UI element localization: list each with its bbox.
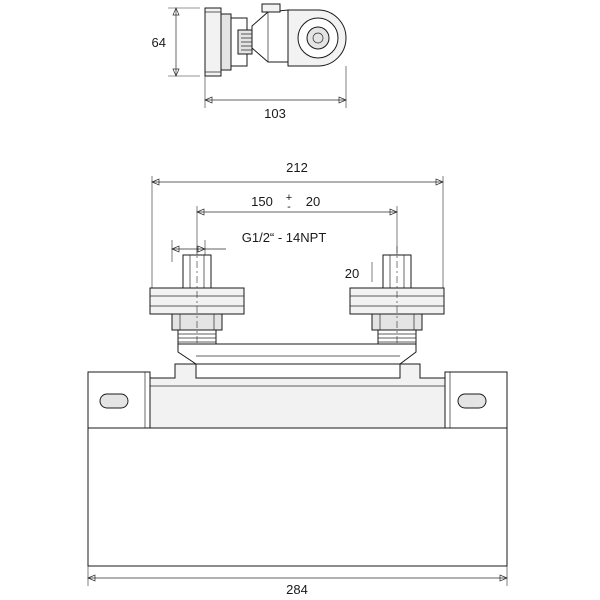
right-inlet-assembly [350, 246, 444, 360]
side-view-escutcheon [205, 8, 231, 76]
right-mounting-bracket [445, 372, 507, 428]
dimension-150 [197, 192, 397, 300]
dimension-150-label: 150 [251, 194, 273, 209]
front-view-group [88, 160, 507, 597]
side-view-group [152, 4, 346, 121]
dimension-284-label: 284 [286, 582, 308, 597]
dimension-103-label: 103 [264, 106, 286, 121]
side-view-handle-head [288, 10, 346, 66]
tolerance-minus-sign: - [287, 201, 291, 213]
side-view-top-tab [262, 4, 280, 12]
dimension-284 [88, 566, 507, 597]
dimension-64 [152, 8, 200, 76]
side-view-taper [252, 10, 288, 62]
tolerance-value-label: 20 [305, 194, 321, 209]
tolerance-plus-sign: + [285, 192, 293, 204]
dimension-20-label: 20 [344, 266, 360, 281]
thread-callout-label: G1/2“ - 14NPT [241, 230, 327, 245]
dimension-103 [205, 66, 346, 121]
mixer-upper-bridge [178, 344, 416, 364]
dimension-64-label: 64 [151, 35, 166, 50]
mixer-lower-shroud [88, 428, 507, 566]
dimension-20 [345, 262, 372, 282]
left-inlet-assembly [150, 246, 244, 360]
side-view-body [231, 18, 252, 66]
dimension-212-label: 212 [286, 160, 308, 175]
mixer-main-body [150, 364, 445, 428]
left-mounting-bracket [88, 372, 150, 428]
